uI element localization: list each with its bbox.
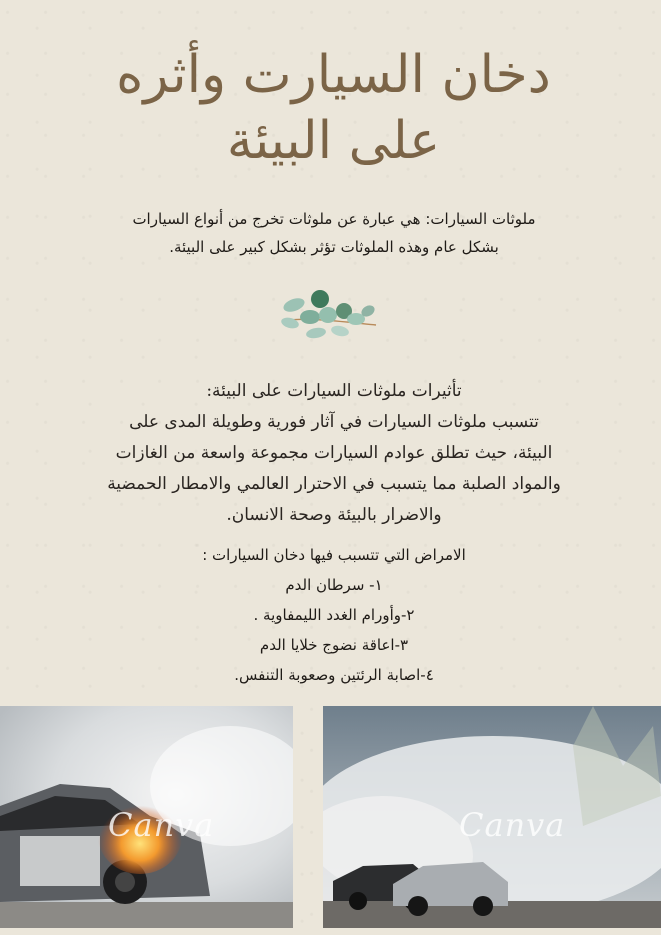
effects-heading: تأثيرات ملوثات السيارات على البيئة:: [206, 381, 462, 401]
poster-title-line-2: على البيئة: [226, 111, 441, 171]
effects-line-3: والمواد الصلبة مما يتسبب في الاحترار العالمي والامطار الحمضية: [107, 474, 561, 494]
poster-title-line-1: دخان السيارت وأثره: [116, 45, 551, 105]
intro-line-2: بشكل عام وهذه الملوثات تؤثر بشكل كبير على البيئة.: [169, 238, 499, 256]
effects-line-4: والاضرار بالبيئة وصحة الانسان.: [226, 505, 442, 525]
effects-line-2: البيئة، حيث تطلق عوادم السيارات مجموعة واسعة من الغازات: [115, 443, 553, 463]
left-watermark-text: Canva: [108, 806, 215, 844]
diseases-list: [80, 570, 588, 690]
disease-item: ٣-اعاقة نضوج خلايا الدم: [259, 636, 409, 654]
intro-paragraph: [60, 205, 608, 261]
intro-line-1: ملوثات السيارات: هي عبارة عن ملوثات تخرج من أنواع السيارات: [132, 210, 536, 228]
disease-item: ٢-وأورام الغدد الليمفاوية .: [253, 606, 415, 624]
right-watermark-text: Canva: [459, 806, 566, 844]
page-edge: [661, 0, 667, 935]
disease-item: ٤-اصابة الرئتين وصعوبة التنفس.: [234, 666, 434, 684]
effects-section: [50, 376, 618, 531]
diseases-heading: الامراض التي تتسبب فيها دخان السيارات :: [202, 546, 466, 564]
diseases-section: [80, 540, 588, 690]
eucalyptus-branch-icon: [276, 287, 382, 347]
disease-item: ١- سرطان الدم: [285, 576, 383, 594]
effects-line-1: تتسبب ملوثات السيارات في آثار فورية وطويلة المدى على: [129, 412, 539, 432]
